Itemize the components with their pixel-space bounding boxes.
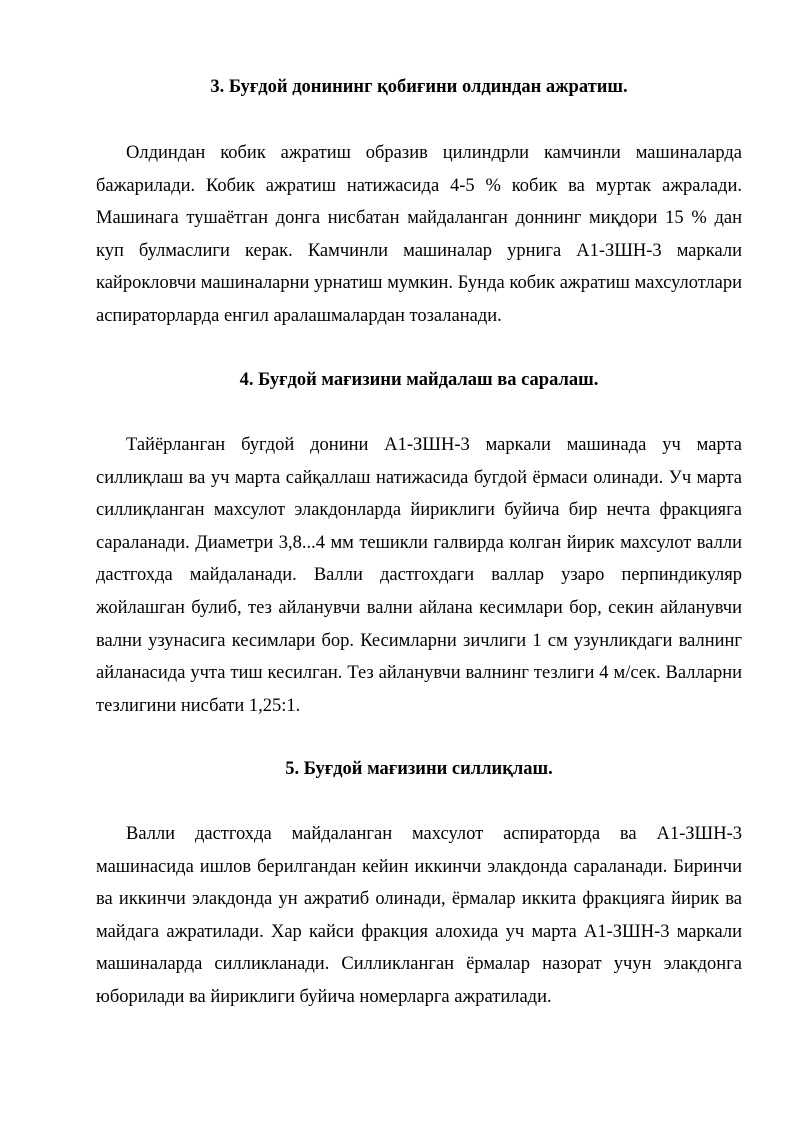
section-5-heading: 5. Буғдой мағизини силлиқлаш. — [285, 759, 553, 779]
section-3-paragraph: Олдиндан кобик ажратиш образив цилиндрли камчинли машиналарда бажарилади. Кобик ажратиш натижасида 4-5 % кобик ва муртак ажралади. Машинага тушаётган донга нисбатан майдаланган доннинг миқдори 15 % дан куп булмаслиги керак. Камчинли машиналар урнига А1-ЗШН-3 маркали кайрокловчи машиналарни урнатиш мумкин. Бунда кобик ажратиш махсулотлари аспираторларда енгил аралашмалардан тозаланади. — [96, 143, 742, 326]
section-5-paragraph: Валли дастгохда майдаланган махсулот аспираторда ва А1-ЗШН-3 машинасида ишлов берилгандан кейин иккинчи элакдонда сараланади. Биринчи ва иккинчи элакдонда ун ажратиб олинади, ёрмалар иккита фракцияга йирик ва майдага ажратилади. Хар кайси фракция алохида уч марта А1-ЗШН-3 маркали машиналарда силликланади. Силликланган ёрмалар назорат учун элакдонга юборилади ва йириклиги буйича номерларга ажратилади. — [96, 824, 742, 1007]
section-4-heading: 4. Буғдой мағизини майдалаш ва саралаш. — [239, 370, 599, 390]
section-3-heading: 3. Буғдой донининг қобиғини олдиндан ажратиш. — [210, 77, 628, 97]
section-4-paragraph: Тайёрланган бугдой донини А1-ЗШН-3 маркали машинада уч марта силлиқлаш ва уч марта сайқаллаш натижасида бугдой ёрмаси олинади. Уч марта силлиқланган махсулот элакдонларда йириклиги буйича бир нечта фракцияга сараланади. Диаметри 3,8...4 мм тешикли галвирда колган йирик махсулот валли дастгохда майдаланади. Валли дастгохдаги валлар узаро перпиндикуляр жойлашган булиб, тез айланувчи вални айлана кесимлари бор, секин айланувчи вални узунасига кесимлари бор. Кесимларни зичлиги 1 см узунликдаги валнинг айланасида учта тиш кесилган. Тез айланувчи валнинг тезлиги 4 м/сек. Валларни тезлигини нисбати 1,25:1. — [96, 435, 742, 716]
